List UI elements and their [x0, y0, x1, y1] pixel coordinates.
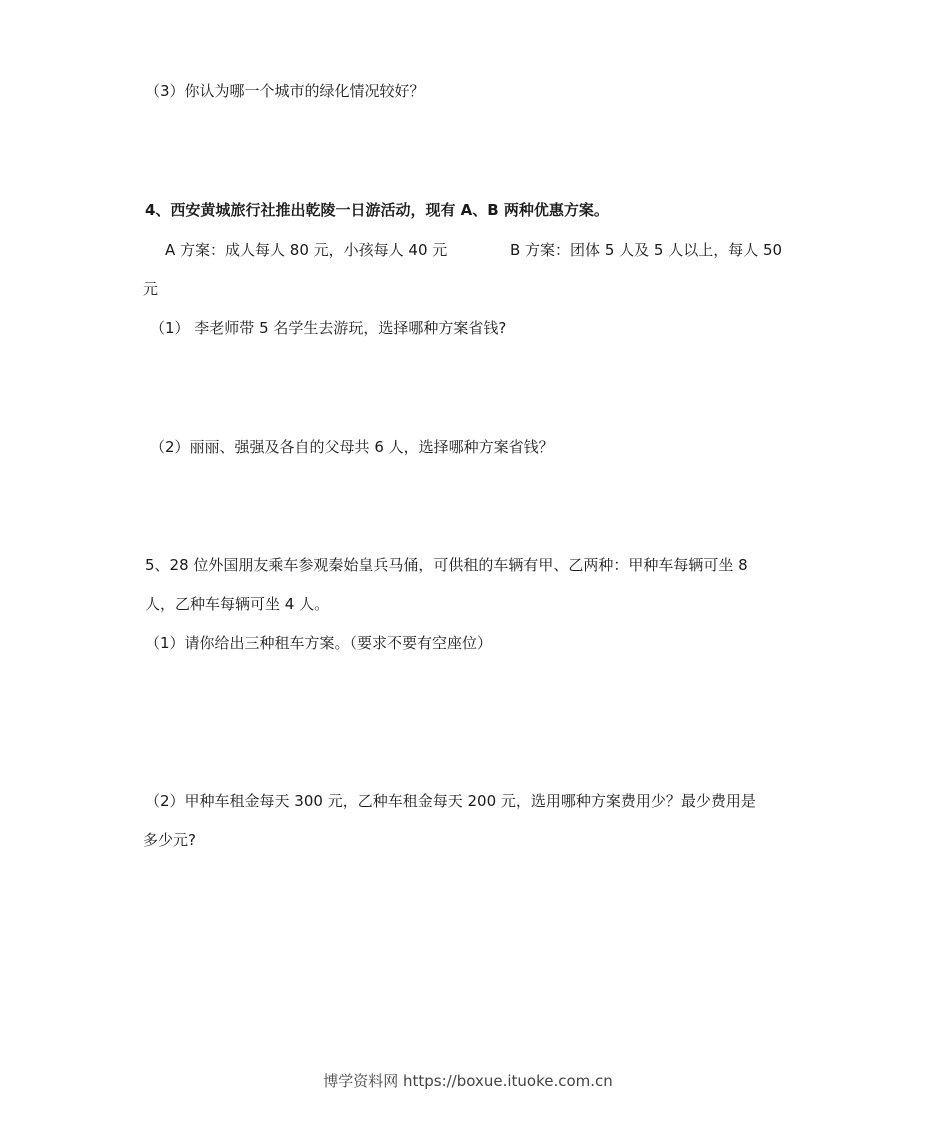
- plan-a-text: A 方案：成人每人 80 元，小孩每人 40 元: [165, 241, 448, 259]
- question-5-part-2: （2）甲种车租金每天 300 元，乙种车租金每天 200 元，选用哪种方案费用少？最少费用是: [145, 792, 756, 810]
- question-4-part-1: （1） 李老师带 5 名学生去游玩，选择哪种方案省钱?: [150, 319, 507, 337]
- question-5-part-1: （1）请你给出三种租车方案。（要求不要有空座位）: [145, 634, 493, 652]
- question-4-part-2: （2）丽丽、强强及各自的父母共 6 人，选择哪种方案省钱？: [150, 438, 554, 456]
- question-5-part-2-continued: 多少元?: [143, 831, 196, 849]
- question-5-line-2: 人，乙种车每辆可坐 4 人。: [145, 595, 330, 613]
- question-5-line-1: 5、28 位外国朋友乘车参观秦始皇兵马俑，可供租的车辆有甲、乙两种：甲种车每辆可坐 8: [145, 556, 748, 574]
- plan-b-text-continued: 元: [143, 280, 159, 298]
- footer-watermark: 博学资料网 https://boxue.ituoke.com.cn: [323, 1072, 613, 1090]
- plan-b-text: B 方案：团体 5 人及 5 人以上，每人 50: [510, 241, 783, 259]
- question-3-part-3: （3）你认为哪一个城市的绿化情况较好？: [145, 82, 425, 100]
- question-4-title: 4、西安黄城旅行社推出乾陵一日游活动，现有 A、B 两种优惠方案。: [145, 201, 609, 219]
